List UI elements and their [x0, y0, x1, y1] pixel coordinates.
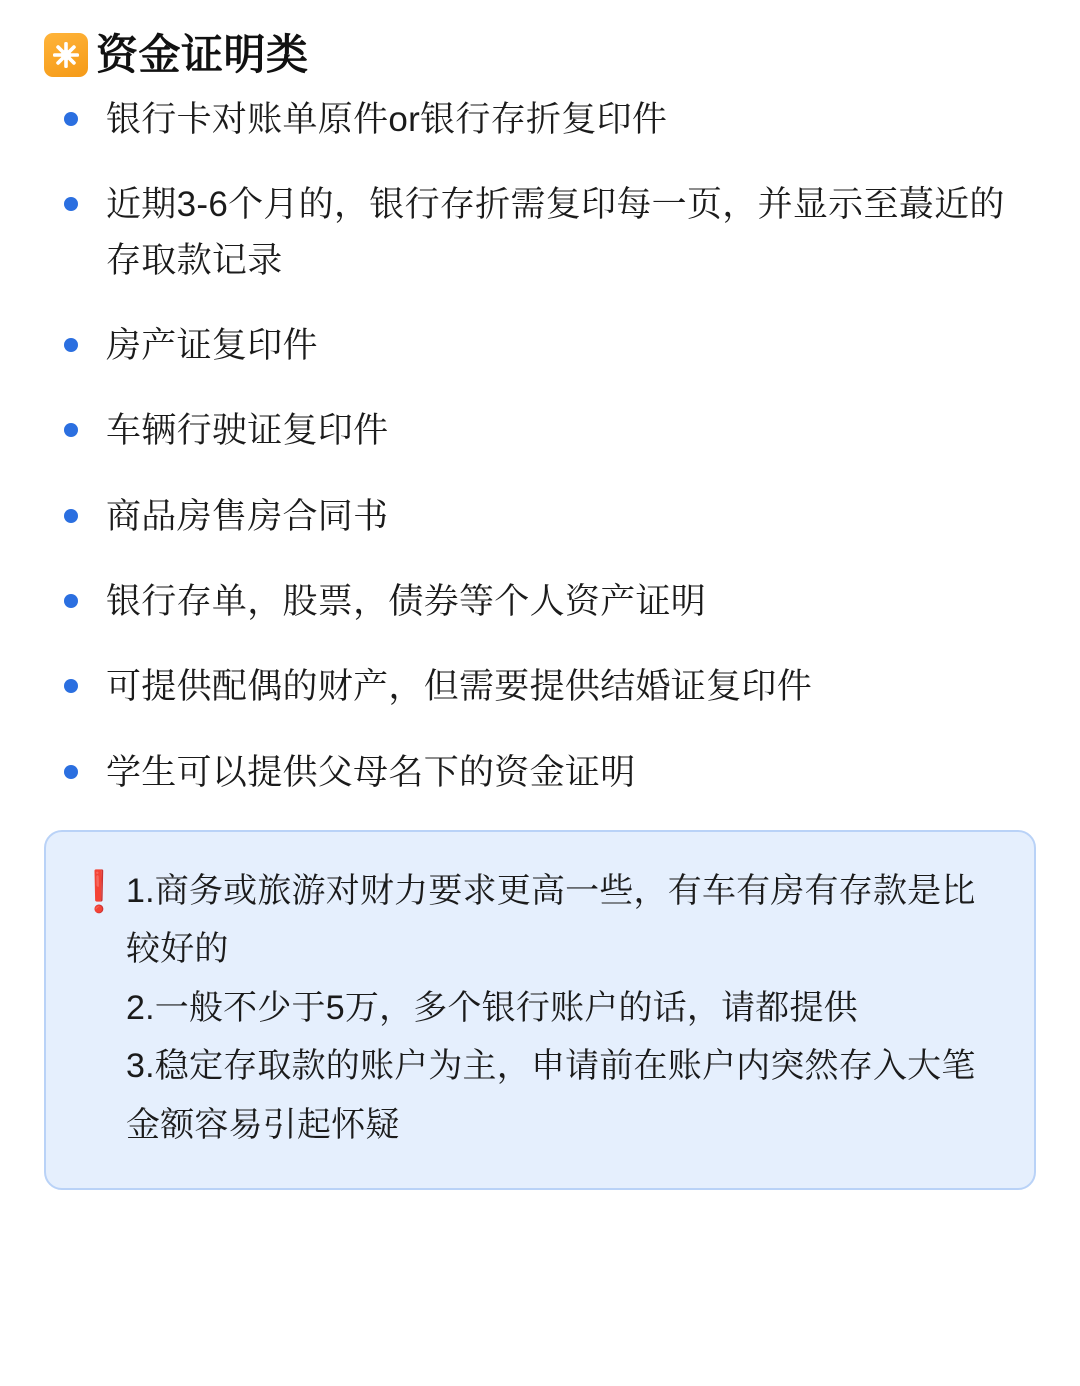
bullet-dot-icon	[64, 679, 78, 693]
list-item-text: 车辆行驶证复印件	[106, 411, 389, 451]
list-item-text: 学生可以提供父母名下的资金证明	[106, 752, 636, 792]
note-line: 2.一般不少于5万，多个银行账户的话，请都提供	[126, 988, 858, 1027]
list-item	[44, 574, 1036, 629]
page-title-text: 资金证明类	[96, 31, 309, 78]
bullet-dot-icon	[64, 423, 78, 437]
list-item-text: 房产证复印件	[106, 326, 318, 366]
exclamation-mark-icon: ❗	[74, 869, 124, 914]
requirements-list	[44, 92, 1036, 800]
list-item-text: 银行卡对账单原件or银行存折复印件	[106, 100, 668, 140]
note-line: 1.商务或旅游对财力要求更高一些，有车有房有存款是比较好的	[126, 871, 976, 969]
list-item-text: 近期3-6个月的，银行存折需复印每一页，并显示至蕞近的存取款记录	[106, 185, 1005, 280]
page-title	[44, 32, 1036, 78]
bullet-dot-icon	[64, 509, 78, 523]
list-item	[44, 745, 1036, 800]
list-item-text: 银行存单，股票，债券等个人资产证明	[106, 581, 707, 621]
list-item	[44, 659, 1036, 714]
bullet-dot-icon	[64, 112, 78, 126]
bullet-dot-icon	[64, 594, 78, 608]
sparkle-badge-icon	[44, 33, 88, 77]
list-item	[44, 318, 1036, 373]
bullet-dot-icon	[64, 338, 78, 352]
list-item	[44, 177, 1036, 288]
list-item	[44, 92, 1036, 147]
note-callout	[44, 830, 1036, 1190]
list-item-text: 可提供配偶的财产，但需要提供结婚证复印件	[106, 667, 813, 707]
bullet-dot-icon	[64, 765, 78, 779]
list-item	[44, 489, 1036, 544]
note-body	[118, 862, 1000, 1154]
list-item-text: 商品房售房合同书	[106, 496, 389, 536]
note-line: 3.稳定存取款的账户为主，申请前在账户内突然存入大笔金额容易引起怀疑	[126, 1047, 976, 1144]
bullet-dot-icon	[64, 197, 78, 211]
list-item	[44, 403, 1036, 458]
